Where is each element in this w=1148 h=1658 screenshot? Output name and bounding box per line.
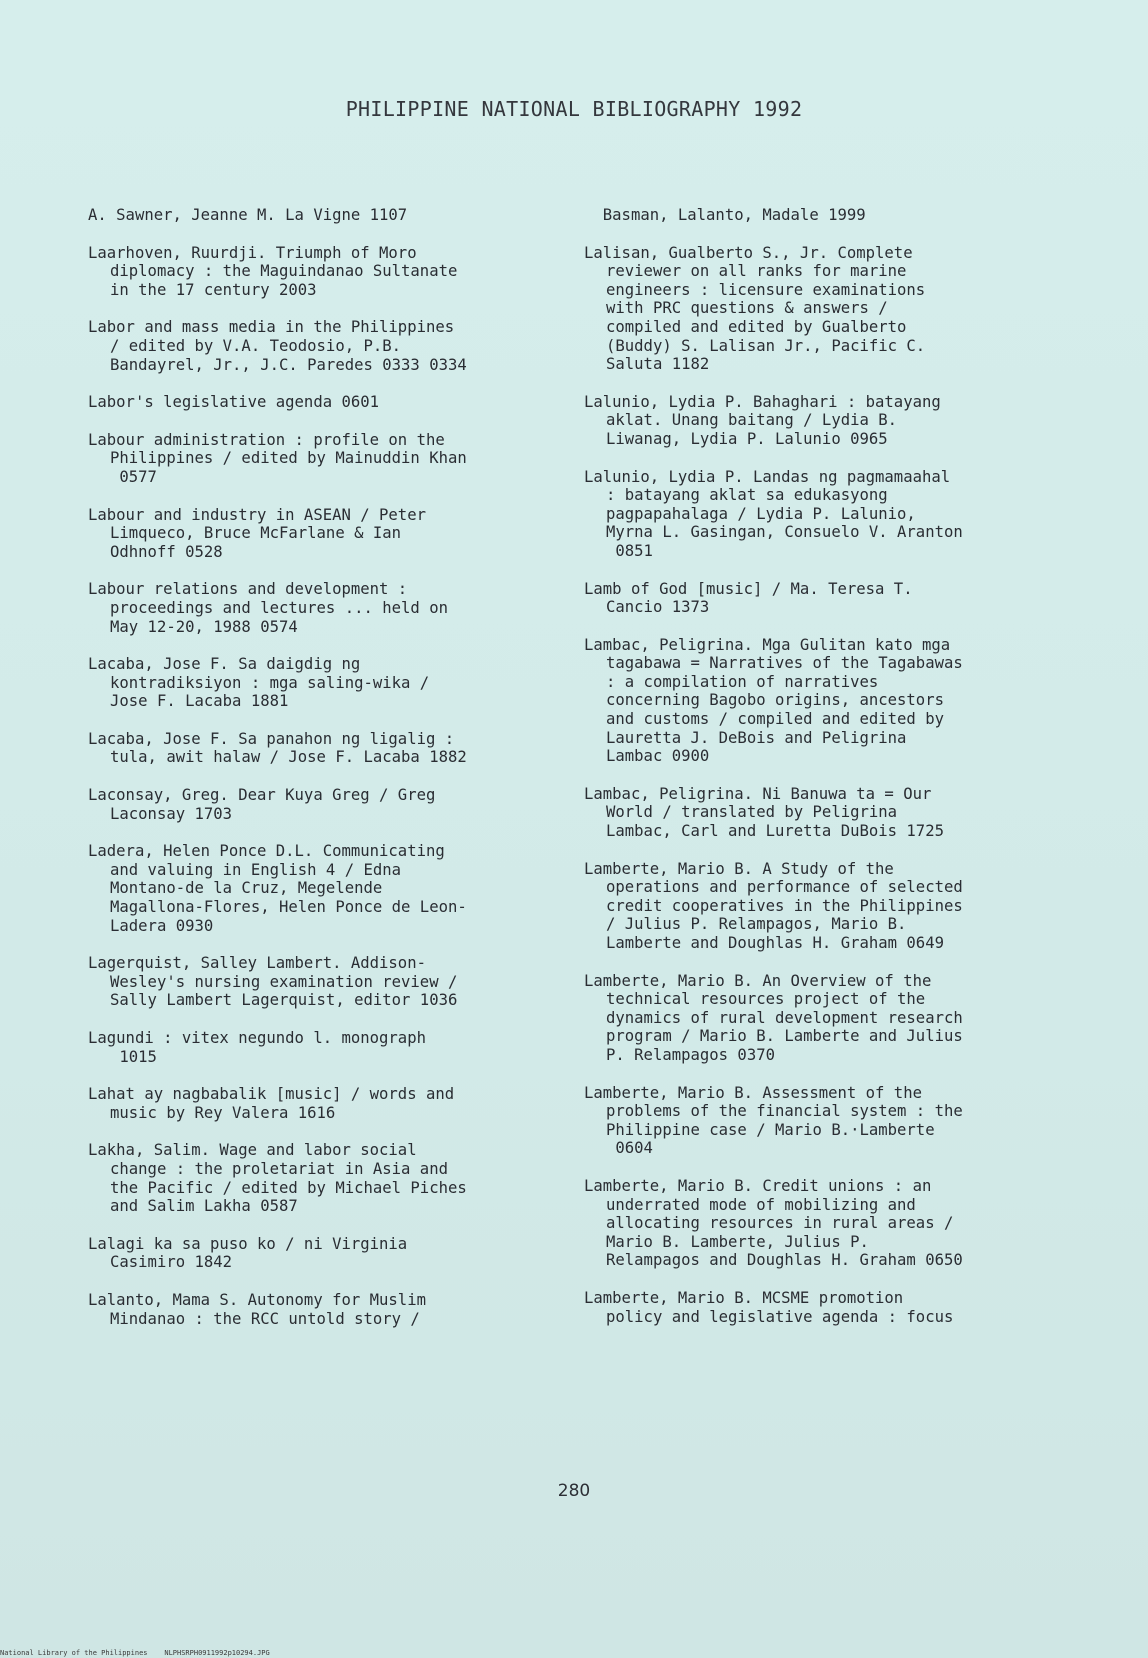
bibliography-entry — [584, 468, 1054, 561]
bibliography-entry — [584, 244, 1054, 374]
bibliography-entry — [584, 785, 1054, 841]
entry-line: music by Rey Valera 1616 — [110, 1103, 336, 1122]
bibliography-entry — [584, 1289, 1054, 1326]
bibliography-entry — [584, 206, 1054, 225]
entry-line: Laconsay, Greg. Dear Kuya Greg / Greg — [88, 786, 436, 805]
entry-line: Limqueco, Bruce McFarlane & Ian — [110, 524, 402, 543]
bibliography-entry — [88, 318, 558, 374]
entry-line: : a compilation of narratives — [606, 672, 879, 691]
entry-line: compiled and edited by Gualberto — [606, 317, 907, 336]
bibliography-entry — [88, 431, 558, 487]
entry-line: Labour relations and development : — [88, 580, 408, 599]
footer-note: National Library of the Philippines NLPHSRPH0911992p10294.JPG — [0, 1649, 270, 1657]
entry-line: 0577 — [110, 467, 157, 486]
entry-line: Lambac, Peligrina. Mga Gulitan kato mga — [584, 635, 951, 654]
bibliography-entry — [584, 636, 1054, 766]
entry-line: and Salim Lakha 0587 — [110, 1197, 298, 1216]
entry-line: Lamberte, Mario B. Assessment of the — [584, 1083, 922, 1102]
entry-line: Ladera 0930 — [110, 916, 214, 935]
entry-line: Sally Lambert Lagerquist, editor 1036 — [110, 991, 458, 1010]
entry-line: problems of the financial system : the — [606, 1102, 963, 1121]
entry-line: with PRC questions & answers / — [606, 299, 888, 318]
entry-line: Lalunio, Lydia P. Landas ng pagmamaahal — [584, 467, 951, 486]
entry-line: Lagundi : vitex negundo l. monograph — [88, 1029, 426, 1047]
entry-line: 0851 — [606, 541, 653, 560]
entry-line: engineers : licensure examinations — [606, 280, 926, 299]
entry-line: proceedings and lectures ... held on — [110, 598, 448, 617]
entry-line: and customs / compiled and edited by — [606, 710, 944, 729]
bibliography-entry — [88, 1029, 558, 1066]
entry-line: Lambac, Peligrina. Ni Banuwa ta = Our — [584, 784, 932, 803]
entry-line: (Buddy) S. Lalisan Jr., Pacific C. — [606, 336, 926, 355]
bibliography-entry — [584, 1177, 1054, 1270]
entry-line: Laconsay 1703 — [110, 804, 233, 823]
entry-line: tula, awit halaw / Jose F. Lacaba 1882 — [110, 748, 467, 767]
page-number: 280 — [557, 1481, 591, 1501]
bibliography-entry — [88, 206, 558, 225]
entry-line: and valuing in English 4 / Edna — [110, 860, 402, 879]
entry-line: A. Sawner, Jeanne M. La Vigne 1107 — [88, 206, 408, 224]
entry-line: change : the proletariat in Asia and — [110, 1159, 448, 1178]
entry-line: Montano-de la Cruz, Megelende — [110, 879, 383, 898]
entry-line: Lamberte, Mario B. An Overview of the — [584, 971, 932, 990]
entry-line: Lamb of God [music] / Ma. Teresa T. — [584, 579, 913, 598]
bibliography-entry — [88, 1141, 558, 1215]
entry-line: Basman, Lalanto, Madale 1999 — [584, 206, 866, 224]
entry-line: pagpapahalaga / Lydia P. Lalunio, — [606, 504, 916, 523]
bibliography-entry — [584, 393, 1054, 449]
entry-line: concerning Bagobo origins, ancestors — [606, 691, 944, 710]
bibliography-entry — [88, 655, 558, 711]
entry-line: technical resources project of the — [606, 990, 926, 1009]
entry-line: underrated mode of mobilizing and — [606, 1195, 916, 1214]
bibliography-entry — [88, 954, 558, 1010]
entry-line: dynamics of rural development research — [606, 1008, 963, 1027]
entry-line: the Pacific / edited by Michael Piches — [110, 1178, 467, 1197]
entry-line: Lamberte, Mario B. A Study of the — [584, 859, 894, 878]
entry-line: Myrna L. Gasingan, Consuelo V. Aranton — [606, 523, 963, 542]
bibliography-entry — [88, 506, 558, 562]
entry-line: Lamberte and Doughlas H. Graham 0649 — [606, 934, 944, 952]
entry-line: Lamberte, Mario B. Credit unions : an — [584, 1176, 932, 1195]
entry-line: policy and legislative agenda : focus — [606, 1307, 954, 1326]
entry-line: Jose F. Lacaba 1881 — [110, 692, 289, 711]
bibliography-entry — [88, 842, 558, 935]
entry-line: Lambac 0900 — [606, 747, 710, 766]
entry-line: Relampagos and Doughlas H. Graham 0650 — [606, 1251, 963, 1270]
entry-line: in the 17 century 2003 — [110, 280, 317, 299]
bibliography-entry — [88, 393, 558, 412]
bibliography-entry — [584, 860, 1054, 953]
right-column — [584, 206, 1054, 1345]
entry-line: Saluta 1182 — [606, 355, 710, 374]
entry-line: Odhnoff 0528 — [110, 542, 223, 561]
entry-line: credit cooperatives in the Philippines — [606, 896, 963, 915]
entry-line: tagabawa = Narratives of the Tagabawas — [606, 654, 963, 673]
bibliography-entry — [88, 244, 558, 300]
left-column — [88, 206, 558, 1347]
bibliography-entry — [88, 580, 558, 636]
entry-line: reviewer on all ranks for marine — [606, 262, 907, 281]
bibliography-entry — [88, 730, 558, 767]
entry-line: operations and performance of selected — [606, 878, 963, 897]
entry-line: 0604 — [606, 1139, 653, 1158]
entry-line: Philippines / edited by Mainuddin Khan — [110, 449, 467, 468]
entry-line: Lambac, Carl and Luretta DuBois 1725 — [606, 822, 944, 841]
running-head: PHILIPPINE NATIONAL BIBLIOGRAPHY 1992 — [345, 97, 803, 121]
entry-line: : batayang aklat sa edukasyong — [606, 486, 888, 505]
entry-line: allocating resources in rural areas / — [606, 1214, 954, 1233]
entry-line: Labor and mass media in the Philippines — [88, 318, 455, 337]
entry-line: Lakha, Salim. Wage and labor social — [88, 1141, 417, 1160]
entry-line: P. Relampagos 0370 — [606, 1045, 775, 1064]
entry-line: Mario B. Lamberte, Julius P. — [606, 1232, 869, 1251]
entry-line: Lacaba, Jose F. Sa panahon ng ligalig : — [88, 729, 455, 748]
entry-line: Lamberte, Mario B. MCSME promotion — [584, 1288, 904, 1307]
entry-line: program / Mario B. Lamberte and Julius — [606, 1027, 963, 1046]
entry-line: / edited by V.A. Teodosio, P.B. — [110, 336, 402, 355]
entry-line: diplomacy : the Maguindanao Sultanate — [110, 262, 458, 281]
entry-line: Lalagi ka sa puso ko / ni Virginia — [88, 1234, 408, 1253]
entry-line: Ladera, Helen Ponce D.L. Communicating — [88, 842, 445, 861]
entry-line: 1015 — [110, 1047, 157, 1066]
entry-line: Bandayrel, Jr., J.C. Paredes 0333 0334 — [110, 355, 467, 374]
bibliography-entry — [88, 786, 558, 823]
bibliography-entry — [88, 1235, 558, 1272]
bibliography-entry — [584, 1084, 1054, 1158]
entry-line: Lacaba, Jose F. Sa daigdig ng — [88, 655, 361, 674]
entry-line: Labor's legislative agenda 0601 — [88, 393, 380, 412]
bibliography-entry — [584, 580, 1054, 617]
bibliography-entry — [88, 1291, 558, 1328]
entry-line: kontradiksiyon : mga saling-wika / — [110, 673, 430, 692]
entry-line: Lalisan, Gualberto S., Jr. Complete — [584, 243, 913, 262]
bibliography-entry — [88, 1085, 558, 1122]
entry-line: Laarhoven, Ruurdji. Triumph of Moro — [88, 243, 417, 262]
bibliography-entry — [584, 972, 1054, 1065]
entry-line: World / translated by Peligrina — [606, 803, 898, 822]
entry-line: Mindanao : the RCC untold story / — [110, 1309, 420, 1328]
entry-line: Cancio 1373 — [606, 598, 710, 617]
entry-line: Lauretta J. DeBois and Peligrina — [606, 728, 907, 747]
entry-line: Magallona-Flores, Helen Ponce de Leon- — [110, 898, 467, 917]
entry-line: Casimiro 1842 — [110, 1253, 233, 1272]
entry-line: Labour and industry in ASEAN / Peter — [88, 505, 426, 524]
entry-line: Lalanto, Mama S. Autonomy for Muslim — [88, 1290, 426, 1309]
entry-line: Philippine case / Mario B.·Lamberte — [606, 1120, 935, 1139]
entry-line: Lahat ay nagbabalik [music] / words and — [88, 1085, 455, 1104]
entry-line: / Julius P. Relampagos, Mario B. — [606, 915, 907, 934]
entry-line: aklat. Unang baitang / Lydia B. — [606, 411, 898, 430]
entry-line: Labour administration : profile on the — [88, 430, 445, 449]
entry-line: Wesley's nursing examination review / — [110, 972, 458, 991]
entry-line: Lalunio, Lydia P. Bahaghari : batayang — [584, 392, 941, 411]
entry-line: Liwanag, Lydia P. Lalunio 0965 — [606, 429, 888, 448]
entry-line: May 12-20, 1988 0574 — [110, 617, 298, 636]
entry-line: Lagerquist, Salley Lambert. Addison- — [88, 954, 426, 973]
